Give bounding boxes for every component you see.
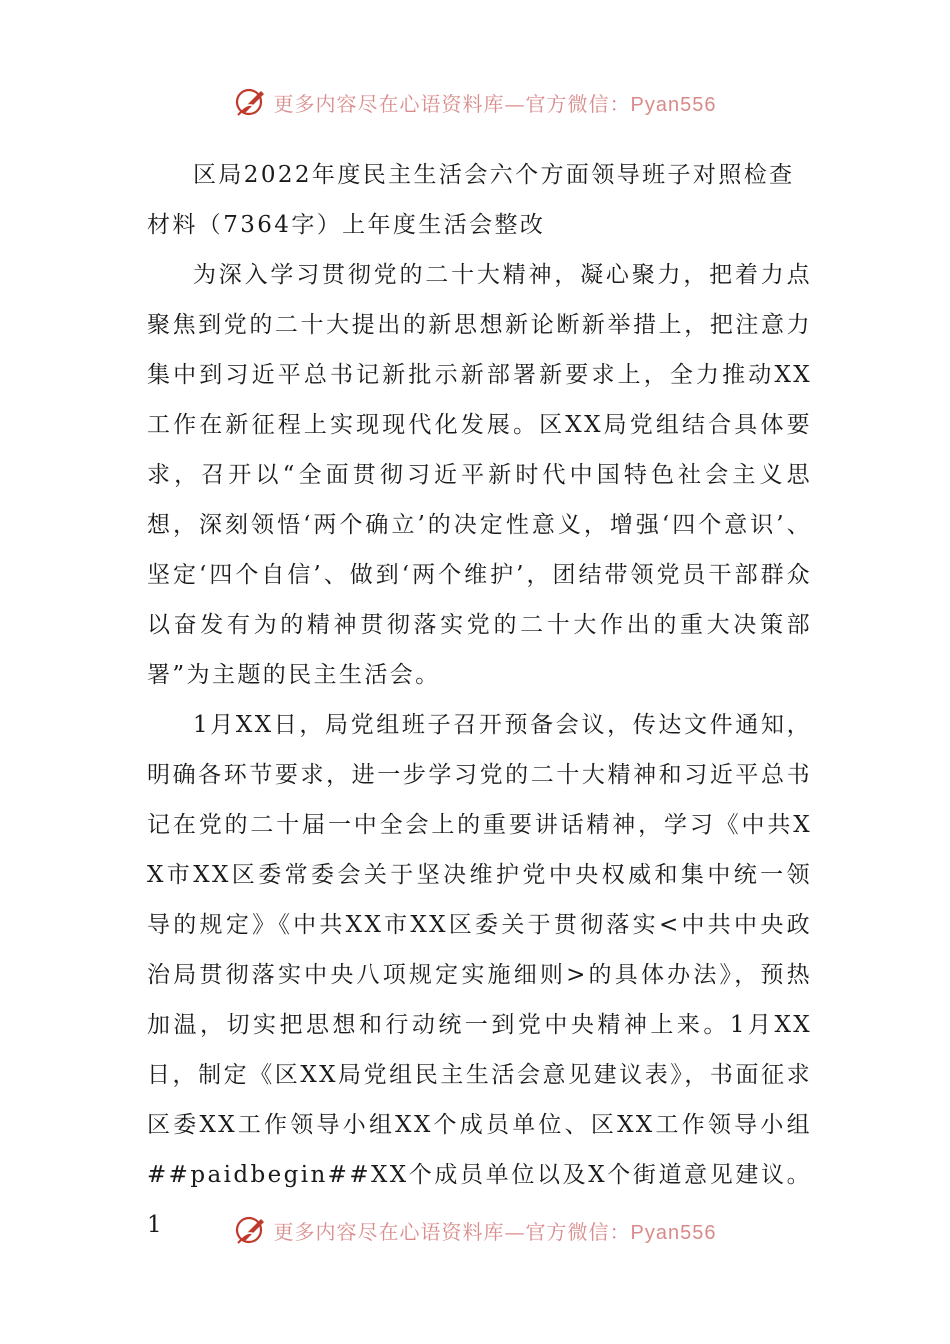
document-body <box>147 150 812 1250</box>
header-banner <box>0 82 950 122</box>
banner-text: 更多内容尽在心语资料库—官方微信：Pyan556 <box>273 91 717 116</box>
quill-logo-icon <box>234 1213 268 1247</box>
paragraph-intro: 为深入学习贯彻党的二十大精神，凝心聚力，把着力点聚焦到党的二十大提出的新思想新论断新举措上，把注意力集中到习近平总书记新批示新部署新要求上，全力推动XX工作在新征程上实现现代化发展。区XX局党组结合具体要求，召开以“全面贯彻习近平新时代中国特色社会主义思想，深刻领悟‘两个确立’的决定性意义，增强‘四个意识’、坚定‘四个自信’、做到‘两个维护’，团结带领党员干部群众以奋发有为的精神贯彻落实党的二十大作出的重大决策部署”为主题的民主生活会。 <box>147 262 812 688</box>
wechat-id: Pyan556 <box>630 1221 717 1244</box>
wechat-id: Pyan556 <box>630 93 717 116</box>
banner-text: 更多内容尽在心语资料库—官方微信：Pyan556 <box>273 1219 717 1244</box>
quill-logo-icon <box>234 85 268 119</box>
footer-banner <box>0 1210 950 1250</box>
document-title: 区局2022年度民主生活会六个方面领导班子对照检查材料（7364字）上年度生活会整改 <box>147 162 795 238</box>
paragraph-meeting: 1月XX日，局党组班子召开预备会议，传达文件通知，明确各环节要求，进一步学习党的二十大精神和习近平总书记在党的二十届一中全会上的重要讲话精神，学习《中共XX市XX区委常委会关于坚决维护党中央权威和集中统一领导的规定》《中共XX市XX区委关于贯彻落实<中共中央政治局贯彻落实中央八项规定实施细则>的具体办法》，预热加温，切实把思想和行动统一到党中央精神上来。1月XX日，制定《区XX局党组民主生活会意见建议表》，书面征求区委XX工作领导小组XX个成员单位、区XX工作领导小组##paidbegin##XX个成员单位以及X个街道意见建议。1 <box>147 712 812 1238</box>
